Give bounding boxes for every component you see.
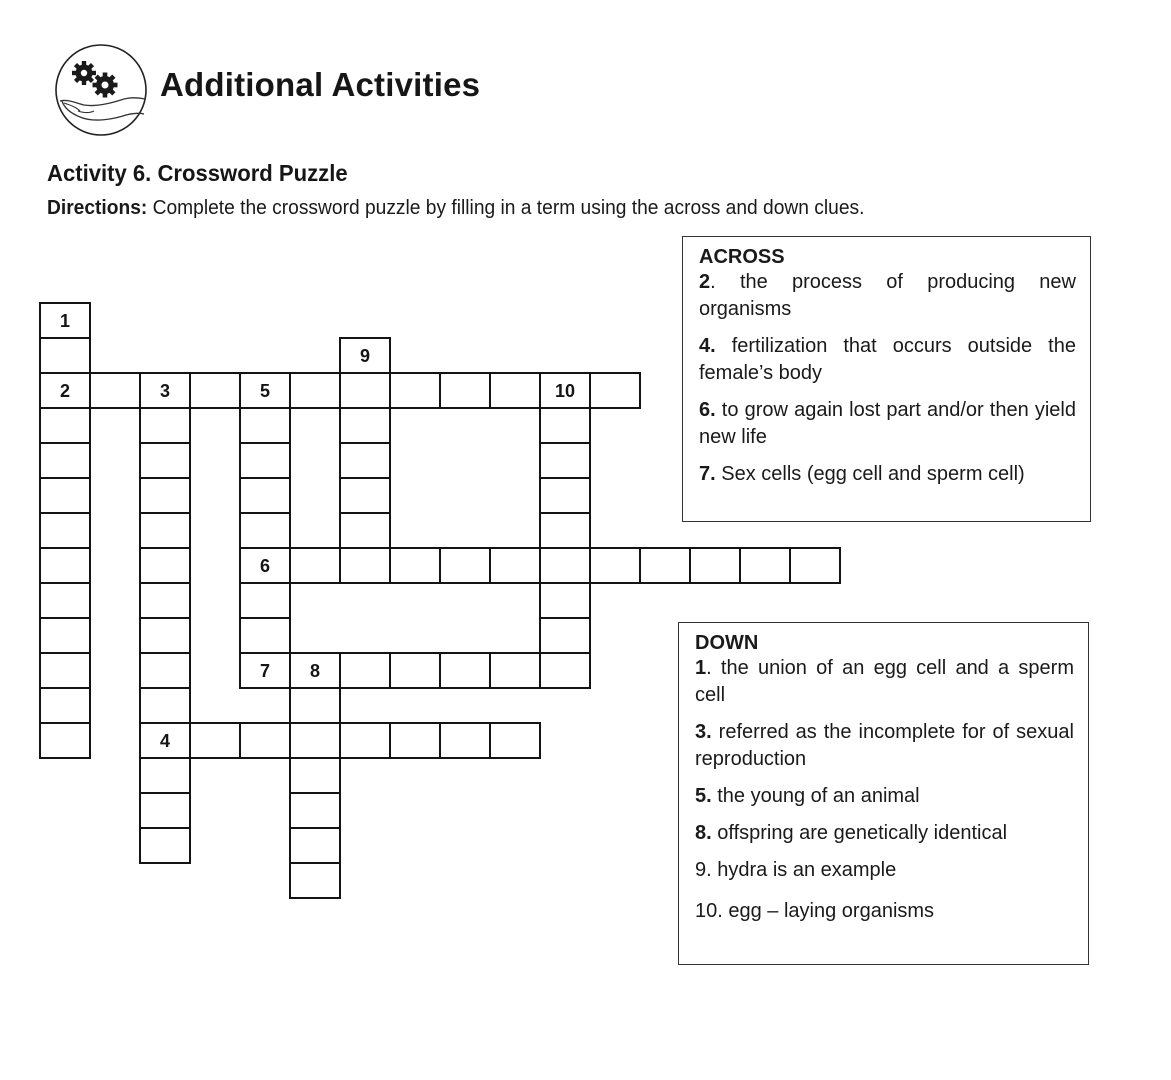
crossword-cell[interactable] bbox=[339, 722, 391, 759]
crossword-cell[interactable] bbox=[389, 652, 441, 689]
down-heading: DOWN bbox=[695, 632, 759, 654]
crossword-cell[interactable] bbox=[39, 442, 91, 479]
crossword-cell[interactable] bbox=[489, 547, 541, 584]
crossword-cell[interactable] bbox=[39, 407, 91, 444]
crossword-cell[interactable] bbox=[39, 477, 91, 514]
crossword-cell[interactable] bbox=[139, 547, 191, 584]
crossword-cell[interactable] bbox=[489, 372, 541, 409]
crossword-cell[interactable] bbox=[439, 372, 491, 409]
crossword-cell[interactable] bbox=[39, 582, 91, 619]
down-clues-box bbox=[678, 622, 1089, 965]
crossword-cell[interactable] bbox=[439, 722, 491, 759]
page-title: Additional Activities bbox=[160, 65, 481, 104]
crossword-cell[interactable] bbox=[39, 302, 91, 339]
crossword-cell[interactable] bbox=[589, 547, 641, 584]
down-clue-3: 3. referred as the incomplete for of sexual reproduction bbox=[695, 721, 1074, 770]
crossword-cell[interactable] bbox=[289, 652, 341, 689]
crossword-cell[interactable] bbox=[589, 372, 641, 409]
crossword-cell[interactable] bbox=[289, 862, 341, 899]
crossword-cell[interactable] bbox=[139, 687, 191, 724]
crossword-cell[interactable] bbox=[239, 372, 291, 409]
crossword-cell[interactable] bbox=[39, 547, 91, 584]
crossword-cell[interactable] bbox=[39, 512, 91, 549]
across-heading: ACROSS bbox=[699, 246, 785, 268]
crossword-cell[interactable] bbox=[639, 547, 691, 584]
crossword-cell[interactable] bbox=[789, 547, 841, 584]
crossword-cell[interactable] bbox=[139, 792, 191, 829]
crossword-cell[interactable] bbox=[139, 722, 191, 759]
crossword-cell[interactable] bbox=[139, 652, 191, 689]
clue-number: 2 bbox=[59, 381, 70, 401]
directions bbox=[47, 191, 969, 225]
crossword-cell[interactable] bbox=[439, 547, 491, 584]
crossword-cell[interactable] bbox=[539, 477, 591, 514]
crossword-cell[interactable] bbox=[39, 652, 91, 689]
across-clues-box bbox=[682, 236, 1091, 522]
crossword-cell[interactable] bbox=[289, 547, 341, 584]
crossword-cell[interactable] bbox=[139, 512, 191, 549]
crossword-cell[interactable] bbox=[189, 722, 241, 759]
crossword-cell[interactable] bbox=[689, 547, 741, 584]
crossword-cell[interactable] bbox=[239, 547, 291, 584]
crossword-cell[interactable] bbox=[189, 372, 241, 409]
crossword-cell[interactable] bbox=[289, 372, 341, 409]
crossword-cell[interactable] bbox=[539, 652, 591, 689]
crossword-cell[interactable] bbox=[239, 722, 291, 759]
crossword-cell[interactable] bbox=[39, 337, 91, 374]
down-clue-8: 8. offspring are genetically identical bbox=[695, 822, 1008, 844]
crossword-cell[interactable] bbox=[39, 722, 91, 759]
crossword-cell[interactable] bbox=[239, 582, 291, 619]
across-clue-4: 4. fertilization that occurs outside the female’s body bbox=[699, 335, 1076, 384]
crossword-cell[interactable] bbox=[489, 652, 541, 689]
crossword-cell[interactable] bbox=[139, 372, 191, 409]
crossword-cell[interactable] bbox=[539, 617, 591, 654]
crossword-cell[interactable] bbox=[339, 547, 391, 584]
crossword-cell[interactable] bbox=[239, 617, 291, 654]
down-clue-1: 1. the union of an egg cell and a sperm cell bbox=[695, 657, 1074, 706]
crossword-cell[interactable] bbox=[239, 407, 291, 444]
crossword-cell[interactable] bbox=[239, 512, 291, 549]
crossword-cell[interactable] bbox=[39, 617, 91, 654]
down-clue-9: 9. hydra is an example bbox=[695, 859, 897, 881]
crossword-cell[interactable] bbox=[539, 407, 591, 444]
crossword-cell[interactable] bbox=[139, 477, 191, 514]
crossword-cell[interactable] bbox=[39, 687, 91, 724]
crossword-cell[interactable] bbox=[39, 372, 91, 409]
clue-number: 9 bbox=[359, 346, 370, 366]
crossword-cell[interactable] bbox=[439, 652, 491, 689]
clue-number: 4 bbox=[159, 731, 170, 751]
down-clue-5: 5. the young of an animal bbox=[695, 785, 920, 807]
activity-title: Activity 6. Crossword Puzzle bbox=[47, 160, 348, 186]
crossword-cell[interactable] bbox=[539, 442, 591, 479]
clue-number: 10 bbox=[554, 381, 576, 401]
crossword-cell[interactable] bbox=[539, 372, 591, 409]
across-clue-6: 6. to grow again lost part and/or then yield new life bbox=[699, 399, 1076, 448]
crossword-cell[interactable] bbox=[289, 757, 341, 794]
gears-in-hand-icon bbox=[54, 43, 148, 137]
crossword-cell[interactable] bbox=[89, 372, 141, 409]
crossword-cell[interactable] bbox=[389, 372, 441, 409]
crossword-cell[interactable] bbox=[739, 547, 791, 584]
crossword-cell[interactable] bbox=[289, 687, 341, 724]
crossword-cell[interactable] bbox=[539, 512, 591, 549]
across-clue-2: 2. the process of producing new organisms bbox=[699, 271, 1076, 320]
crossword-cell[interactable] bbox=[339, 442, 391, 479]
crossword-cell[interactable] bbox=[339, 512, 391, 549]
crossword-cell[interactable] bbox=[139, 757, 191, 794]
crossword-cell[interactable] bbox=[139, 582, 191, 619]
crossword-cell[interactable] bbox=[339, 652, 391, 689]
down-clue-10: 10. egg – laying organisms bbox=[695, 900, 935, 922]
crossword-cell[interactable] bbox=[139, 442, 191, 479]
crossword-cell[interactable] bbox=[139, 617, 191, 654]
crossword-cell[interactable] bbox=[239, 477, 291, 514]
crossword-cell[interactable] bbox=[139, 407, 191, 444]
crossword-cell[interactable] bbox=[239, 442, 291, 479]
crossword-cell[interactable] bbox=[339, 407, 391, 444]
crossword-cell[interactable] bbox=[539, 547, 591, 584]
across-clue-7: 7. Sex cells (egg cell and sperm cell) bbox=[699, 463, 1025, 485]
clue-number: 8 bbox=[309, 661, 320, 681]
crossword-cell[interactable] bbox=[389, 547, 441, 584]
directions-text: Complete the crossword puzzle by filling in a term using the across and down clues. bbox=[147, 197, 865, 219]
crossword-cell[interactable] bbox=[339, 372, 391, 409]
clue-number: 5 bbox=[259, 381, 270, 401]
clue-number: 3 bbox=[159, 381, 170, 401]
clue-number: 7 bbox=[259, 661, 270, 681]
clue-number: 6 bbox=[259, 556, 270, 576]
directions-label: Directions: bbox=[47, 197, 148, 219]
clue-number: 1 bbox=[59, 311, 70, 331]
crossword-cell[interactable] bbox=[339, 477, 391, 514]
crossword-cell[interactable] bbox=[139, 827, 191, 864]
crossword-cell[interactable] bbox=[239, 652, 291, 689]
crossword-cell[interactable] bbox=[289, 722, 341, 759]
crossword-cell[interactable] bbox=[289, 792, 341, 829]
crossword-cell[interactable] bbox=[539, 582, 591, 619]
crossword-cell[interactable] bbox=[339, 337, 391, 374]
crossword-cell[interactable] bbox=[289, 827, 341, 864]
crossword-cell[interactable] bbox=[489, 722, 541, 759]
crossword-cell[interactable] bbox=[389, 722, 441, 759]
